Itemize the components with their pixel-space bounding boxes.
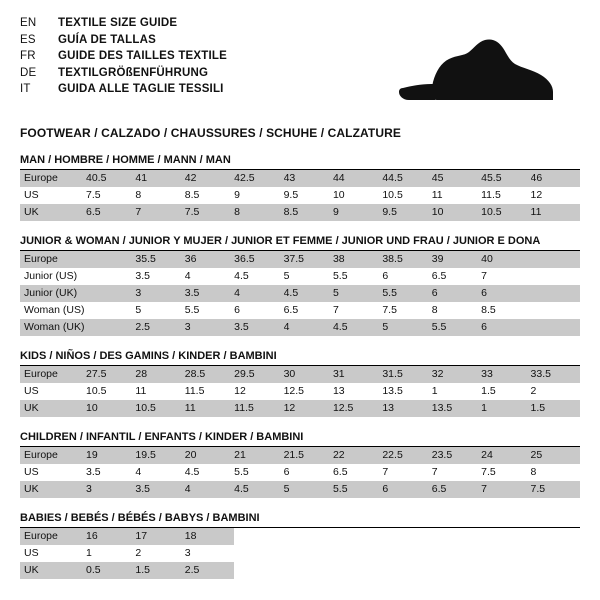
cell: 12 <box>531 187 580 204</box>
cell: 4 <box>185 481 234 498</box>
row-label: Europe <box>20 366 86 383</box>
table-row <box>20 302 580 319</box>
language-row <box>20 16 227 33</box>
table-row <box>20 562 580 579</box>
cell: 9.5 <box>284 187 333 204</box>
cell: 7.5 <box>382 302 431 319</box>
cell <box>531 285 580 302</box>
cell: 5 <box>135 302 184 319</box>
group-junior-woman <box>20 235 580 336</box>
cell: 19.5 <box>135 447 184 464</box>
cell <box>86 302 135 319</box>
cell: 18 <box>185 528 234 545</box>
cell: 5 <box>284 268 333 285</box>
cell: 7 <box>382 464 431 481</box>
row-label: UK <box>20 481 86 498</box>
cell: 21 <box>234 447 283 464</box>
table-row <box>20 319 580 336</box>
empty-cells <box>234 545 580 562</box>
cell: 32 <box>432 366 481 383</box>
language-code: DE <box>20 66 37 79</box>
cell: 1.5 <box>481 383 530 400</box>
cell: 11 <box>185 400 234 417</box>
cell: 3.5 <box>234 319 283 336</box>
cell: 3 <box>185 319 234 336</box>
cell <box>531 268 580 285</box>
language-title-list <box>20 16 227 99</box>
cell: 45.5 <box>481 170 530 187</box>
cell: 8.5 <box>185 187 234 204</box>
size-table-children <box>20 447 580 498</box>
cell: 31.5 <box>382 366 431 383</box>
group-title: CHILDREN / INFANTIL / ENFANTS / KINDER / BAMBINI <box>20 431 580 447</box>
cell: 7.5 <box>531 481 580 498</box>
cell: 11.5 <box>481 187 530 204</box>
cell: 0.5 <box>86 562 135 579</box>
cell: 11 <box>432 187 481 204</box>
cell: 5.5 <box>432 319 481 336</box>
cell: 41 <box>135 170 184 187</box>
cell: 11.5 <box>234 400 283 417</box>
group-title: JUNIOR & WOMAN / JUNIOR Y MUJER / JUNIOR ET FEMME / JUNIOR UND FRAU / JUNIOR E DONA <box>20 235 580 251</box>
cell: 6.5 <box>333 464 382 481</box>
cell: 12 <box>284 400 333 417</box>
language-title: GUIDE DES TAILLES TEXTILE <box>58 50 227 62</box>
cell: 5.5 <box>382 285 431 302</box>
cell: 2.5 <box>185 562 234 579</box>
row-label: Junior (UK) <box>20 285 86 302</box>
cell: 12.5 <box>284 383 333 400</box>
cell: 10.5 <box>86 383 135 400</box>
cell: 9.5 <box>382 204 431 221</box>
cell: 4.5 <box>284 285 333 302</box>
cell <box>531 302 580 319</box>
language-row <box>20 82 227 99</box>
table-row <box>20 545 580 562</box>
cell: 5.5 <box>333 268 382 285</box>
table-row <box>20 383 580 400</box>
row-label: US <box>20 187 86 204</box>
group-title: MAN / HOMBRE / HOMME / MANN / MAN <box>20 154 580 170</box>
cell: 3.5 <box>135 268 184 285</box>
cell: 8 <box>135 187 184 204</box>
row-label: UK <box>20 204 86 221</box>
row-label: UK <box>20 400 86 417</box>
cell: 4.5 <box>234 481 283 498</box>
cell: 13.5 <box>432 400 481 417</box>
cell: 16 <box>86 528 135 545</box>
group-kids <box>20 350 580 417</box>
cell: 1 <box>86 545 135 562</box>
language-code: EN <box>20 17 37 29</box>
table-row <box>20 204 580 221</box>
cell: 3.5 <box>135 481 184 498</box>
cell: 6.5 <box>432 268 481 285</box>
cell <box>86 268 135 285</box>
cell: 6 <box>481 285 530 302</box>
cell: 6 <box>382 481 431 498</box>
cell <box>86 319 135 336</box>
row-label: US <box>20 383 86 400</box>
row-label: Junior (US) <box>20 268 86 285</box>
cell: 2.5 <box>135 319 184 336</box>
row-label: Europe <box>20 528 86 545</box>
cell: 11 <box>531 204 580 221</box>
cell: 29.5 <box>234 366 283 383</box>
cell: 5.5 <box>333 481 382 498</box>
group-babies <box>20 512 580 579</box>
cell: 7 <box>432 464 481 481</box>
cell: 43 <box>284 170 333 187</box>
cell: 8.5 <box>481 302 530 319</box>
cell: 10.5 <box>481 204 530 221</box>
cell: 19 <box>86 447 135 464</box>
cell: 22 <box>333 447 382 464</box>
cell: 37.5 <box>284 251 333 268</box>
cell: 44 <box>333 170 382 187</box>
cell: 13.5 <box>382 383 431 400</box>
language-row <box>20 49 227 66</box>
cell: 31 <box>333 366 382 383</box>
cell: 21.5 <box>284 447 333 464</box>
size-table-babies <box>20 528 580 579</box>
size-table-man <box>20 170 580 221</box>
table-row <box>20 170 580 187</box>
language-title: GUIDA ALLE TAGLIE TESSILI <box>58 83 224 95</box>
row-label: UK <box>20 562 86 579</box>
cell: 33 <box>481 366 530 383</box>
cell: 40 <box>481 251 530 268</box>
row-label: Woman (US) <box>20 302 86 319</box>
row-label: Europe <box>20 170 86 187</box>
cell: 6.5 <box>86 204 135 221</box>
cell: 5 <box>382 319 431 336</box>
size-table-kids <box>20 366 580 417</box>
cell: 35.5 <box>135 251 184 268</box>
cell: 5.5 <box>185 302 234 319</box>
table-row <box>20 481 580 498</box>
cell: 39 <box>432 251 481 268</box>
row-label: US <box>20 545 86 562</box>
group-title: KIDS / NIÑOS / DES GAMINS / KINDER / BAMBINI <box>20 350 580 366</box>
cell: 44.5 <box>382 170 431 187</box>
cell: 8 <box>531 464 580 481</box>
cell: 1 <box>481 400 530 417</box>
cell: 13 <box>382 400 431 417</box>
cell: 6 <box>234 302 283 319</box>
row-label: Europe <box>20 447 86 464</box>
group-man <box>20 154 580 221</box>
cell: 4 <box>185 268 234 285</box>
cell: 25 <box>531 447 580 464</box>
cell: 30 <box>284 366 333 383</box>
cell: 5 <box>284 481 333 498</box>
cell: 6.5 <box>284 302 333 319</box>
cell: 6.5 <box>432 481 481 498</box>
cell: 1.5 <box>531 400 580 417</box>
cell: 1.5 <box>135 562 184 579</box>
table-row <box>20 366 580 383</box>
table-row <box>20 268 580 285</box>
cell: 8 <box>234 204 283 221</box>
row-label: Woman (UK) <box>20 319 86 336</box>
table-row <box>20 447 580 464</box>
cell <box>531 251 580 268</box>
language-title: TEXTILGRÖßENFÜHRUNG <box>58 66 209 79</box>
cell: 38 <box>333 251 382 268</box>
cell: 6 <box>284 464 333 481</box>
cell: 12 <box>234 383 283 400</box>
cell: 10 <box>333 187 382 204</box>
cell: 1 <box>432 383 481 400</box>
cell <box>86 285 135 302</box>
cell: 9 <box>234 187 283 204</box>
language-title: TEXTILE SIZE GUIDE <box>58 17 178 29</box>
group-title: BABIES / BEBÉS / BÉBÉS / BABYS / BAMBINI <box>20 512 580 528</box>
cell: 46 <box>531 170 580 187</box>
language-row <box>20 33 227 50</box>
cell: 7.5 <box>481 464 530 481</box>
language-code: FR <box>20 50 36 62</box>
cell: 24 <box>481 447 530 464</box>
cell: 28 <box>135 366 184 383</box>
cell: 7 <box>481 268 530 285</box>
cell: 36.5 <box>234 251 283 268</box>
cell: 7.5 <box>86 187 135 204</box>
group-children <box>20 431 580 498</box>
cell: 6 <box>481 319 530 336</box>
cell: 40.5 <box>86 170 135 187</box>
cell: 5 <box>333 285 382 302</box>
cell: 4.5 <box>234 268 283 285</box>
cell: 5.5 <box>234 464 283 481</box>
table-row <box>20 187 580 204</box>
table-row <box>20 251 580 268</box>
row-label: Europe <box>20 251 86 268</box>
cell: 11.5 <box>185 383 234 400</box>
cell: 8.5 <box>284 204 333 221</box>
cell <box>531 319 580 336</box>
cell: 45 <box>432 170 481 187</box>
cell: 3 <box>185 545 234 562</box>
cell: 9 <box>333 204 382 221</box>
cell: 7 <box>481 481 530 498</box>
cell: 2 <box>531 383 580 400</box>
cell: 7.5 <box>185 204 234 221</box>
cell: 12.5 <box>333 400 382 417</box>
table-row <box>20 285 580 302</box>
dress-shoe-icon <box>381 30 556 112</box>
cell: 42 <box>185 170 234 187</box>
cell: 27.5 <box>86 366 135 383</box>
cell: 38.5 <box>382 251 431 268</box>
cell: 6 <box>382 268 431 285</box>
cell: 7 <box>333 302 382 319</box>
cell: 4.5 <box>333 319 382 336</box>
cell: 36 <box>185 251 234 268</box>
cell: 42.5 <box>234 170 283 187</box>
cell <box>86 251 135 268</box>
cell: 10.5 <box>135 400 184 417</box>
cell: 6 <box>432 285 481 302</box>
cell: 4 <box>135 464 184 481</box>
cell: 22.5 <box>382 447 431 464</box>
language-code: ES <box>20 33 36 46</box>
row-label: US <box>20 464 86 481</box>
category-title: FOOTWEAR / CALZADO / CHAUSSURES / SCHUHE / CALZATURE <box>20 126 401 140</box>
cell: 3.5 <box>185 285 234 302</box>
cell: 10 <box>432 204 481 221</box>
cell: 4 <box>234 285 283 302</box>
cell: 28.5 <box>185 366 234 383</box>
size-table-junior-woman <box>20 251 580 336</box>
table-row <box>20 464 580 481</box>
cell: 3 <box>86 481 135 498</box>
cell: 23.5 <box>432 447 481 464</box>
cell: 10 <box>86 400 135 417</box>
cell: 10.5 <box>382 187 431 204</box>
cell: 4 <box>284 319 333 336</box>
cell: 20 <box>185 447 234 464</box>
cell: 13 <box>333 383 382 400</box>
cell: 2 <box>135 545 184 562</box>
empty-cells <box>234 528 580 545</box>
cell: 33.5 <box>531 366 580 383</box>
empty-cells <box>234 562 580 579</box>
cell: 8 <box>432 302 481 319</box>
language-row <box>20 66 227 83</box>
cell: 7 <box>135 204 184 221</box>
language-code: IT <box>20 83 31 95</box>
cell: 3 <box>135 285 184 302</box>
table-row <box>20 528 580 545</box>
cell: 17 <box>135 528 184 545</box>
cell: 4.5 <box>185 464 234 481</box>
cell: 3.5 <box>86 464 135 481</box>
cell: 11 <box>135 383 184 400</box>
language-title: GUÍA DE TALLAS <box>58 33 156 46</box>
header <box>20 16 580 112</box>
table-row <box>20 400 580 417</box>
